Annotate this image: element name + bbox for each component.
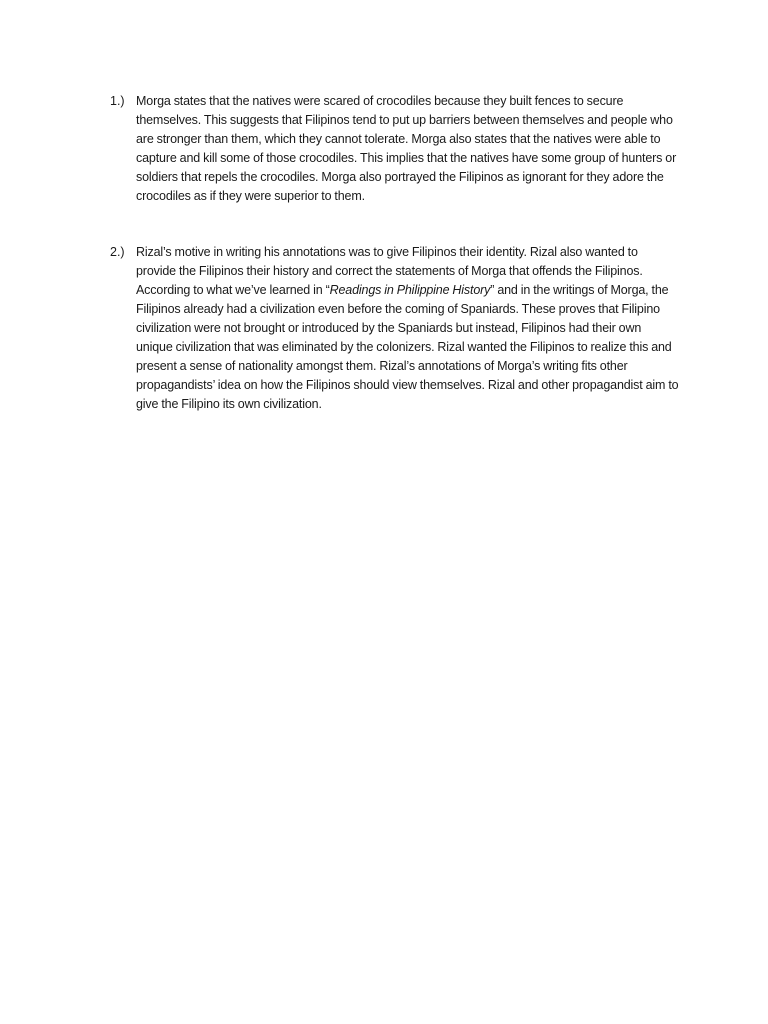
answer-item-2: [110, 243, 680, 414]
answer-text-2-after: ” and in the writings of Morga, the Filipinos already had a civilization even before the coming of Spaniards. These proves that Filipino civilization were not brought or introduced by the Spaniards but instead, Filipinos had their own unique civilization that was eliminated by the colonizers. Rizal wanted the Filipinos to realize this and present a sense of nationality amongst them. Rizal’s annotations of Morga’s writing fits other propagandists’ idea on how the Filipinos should view themselves. Rizal and other propagandist aim to give the Filipino its own civilization.: [136, 283, 679, 411]
answer-list: [110, 92, 680, 414]
answer-text-1: Morga states that the natives were scared of crocodiles because they built fences to secure themselves. This suggests that Filipinos tend to put up barriers between themselves and people who are stronger than them, which they cannot tolerate. Morga also states that the natives were able to capture and kill some of those crocodiles. This implies that the natives have some group of hunters or soldiers that repels the crocodiles. Morga also portrayed the Filipinos as ignorant for they adore the crocodiles as if they were superior to them.: [136, 94, 677, 203]
answer-text-2-before: Rizal’s motive in writing his annotations was to give Filipinos their identity. Rizal also wanted to provide the Filipinos their history and correct the statements of Morga that offends the Filipinos. According to what we’ve learned in “: [136, 245, 643, 297]
answer-number-2: 2.): [110, 245, 125, 259]
answer-text-2: [136, 243, 680, 414]
answer-number-1: 1.): [110, 94, 125, 108]
book-title: Readings in Philippine History: [329, 283, 491, 297]
answer-item-1: [110, 92, 680, 206]
